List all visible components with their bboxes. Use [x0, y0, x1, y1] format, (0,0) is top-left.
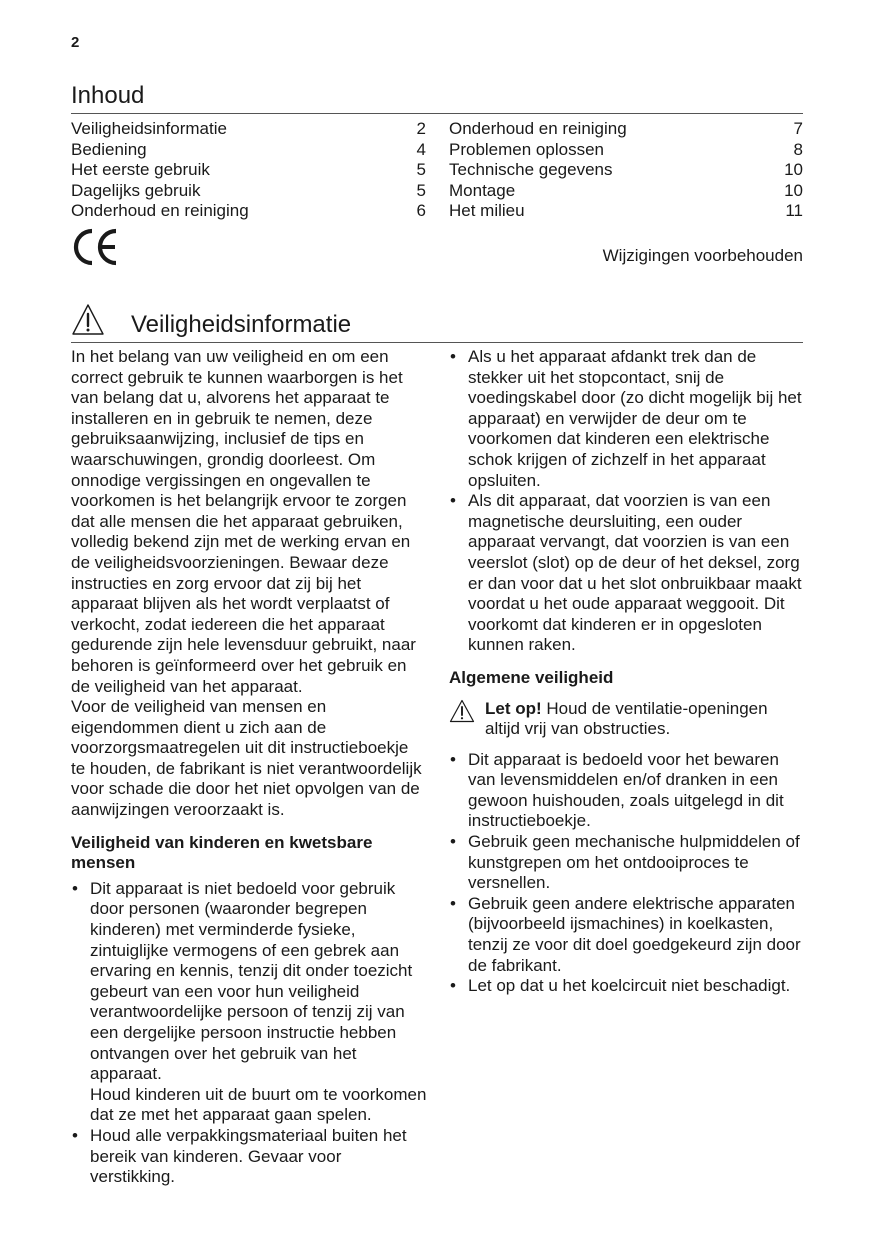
page-number: 2: [71, 34, 80, 51]
warning-triangle-icon: [71, 303, 105, 337]
caution-note: [449, 699, 804, 740]
toc-entry[interactable]: Technische gegevens 10: [449, 160, 803, 179]
toc-entry[interactable]: Onderhoud en reiniging 6: [71, 201, 426, 220]
list-item: • Dit apparaat is niet bedoeld voor gebruik door personen (waaronder begrepen kinderen) met verminderde fysieke, zintuiglijke vermogens of een gebrek aan ervaring en kennis, tenzij dit onder toezicht gebeurt van een voor hun veiligheid verantwoordelijke persoon of tenzij zij van een dergelijke persoon instructie hebben ontvangen over het gebruik van het apparaat. Houd kinderen uit de buurt om te voorkomen dat ze met het apparaat gaan spelen.: [72, 878, 427, 1125]
toc-title: Inhoud: [71, 82, 145, 109]
changes-note: Wijzigingen voorbehouden: [602, 246, 803, 265]
caution-label: Let op!: [485, 698, 542, 718]
list-item: • Houd alle verpakkingsmateriaal buiten het bereik van kinderen. Gevaar voor verstikking.: [72, 1125, 407, 1187]
bullet-glyph: •: [450, 832, 456, 852]
ce-mark-icon: [71, 227, 121, 267]
intro-paragraph-2: Voor de veiligheid van mensen en eigendommen dient u zich aan de voorzorgsmaatregelen uit dit instructieboekje te houden, de fabrikant is niet verantwoordelijk voor schade die door het niet opvolgen van de aanwijzingen veroorzaakt is.: [71, 697, 422, 820]
list-item: • Let op dat u het koelcircuit niet beschadigt.: [450, 976, 791, 996]
bullet-glyph: •: [72, 878, 78, 898]
bullet-glyph: •: [450, 976, 456, 996]
children-safety-list: [71, 879, 427, 1188]
list-item: • Dit apparaat is bedoeld voor het bewaren van levensmiddelen en/of dranken in een gewoon huishouden, zoals uitgelegd in dit instructieboekje.: [450, 749, 784, 831]
right-text-column: [449, 347, 804, 997]
section-divider: [71, 342, 803, 343]
bullet-glyph: •: [450, 893, 456, 913]
list-item: • Gebruik geen mechanische hulpmiddelen of kunstgrepen om het ontdooiproces te versnellen.: [450, 832, 800, 893]
general-safety-list: [449, 750, 804, 997]
list-item: • Gebruik geen andere elektrische apparaten (bijvoorbeeld ijsmachines) in koelkasten, tenzij ze voor dit doel goedgekeurd zijn door de fabrikant.: [450, 893, 801, 975]
children-safety-heading: Veiligheid van kinderen en kwetsbare mensen: [71, 832, 373, 873]
intro-paragraph: In het belang van uw veiligheid en om een correct gebruik te kunnen waarborgen is het van belang dat u, alvorens het apparaat te installeren en in gebruik te nemen, deze gebruiksaanwijzing, inclusief de tips en waarschuwingen, grondig doorleest. Om onnodige vergissingen en ongevallen te voorkomen is het belangrijk ervoor te zorgen dat alle mensen die het apparaat gebruiken, volledig bekend zijn met de werking ervan en de veiligheidsvoorzieningen. Bewaar deze instructies en zorg ervoor dat zij bij het apparaat blijven als het wordt verplaatst of verkocht, zodat iedereen die het apparaat gedurende zijn hele levensduur gebruikt, naar behoren is geïnformeerd over het gebruik en de veiligheid van het apparaat.: [71, 347, 416, 696]
left-text-column: [71, 347, 427, 1188]
general-safety-heading: Algemene veiligheid: [449, 667, 614, 687]
children-safety-list-continued: [449, 347, 804, 656]
caution-triangle-icon: [449, 699, 475, 723]
toc-entry[interactable]: Bediening 4: [71, 139, 426, 159]
toc-entry[interactable]: Montage 10: [449, 180, 803, 200]
toc-entry[interactable]: Dagelijks gebruik 5: [71, 180, 426, 200]
toc-entry[interactable]: Veiligheidsinformatie 2: [71, 119, 426, 138]
caution-text: Houd de ventilatie-openingen altijd vrij van obstructies.: [485, 698, 768, 739]
list-item: • Als dit apparaat, dat voorzien is van een magnetische deursluiting, een ouder apparaat vervangt, dat voorzien is van een veerslot (slot) op de deur of het deksel, zorg er dan voor dat u het slot onbruikbaar maakt voordat u het oude apparaat weggooit. Dit voorkomt dat kinderen er in opgesloten kunnen raken.: [450, 491, 802, 655]
caution-text-block: [485, 699, 804, 740]
bullet-glyph: •: [450, 749, 456, 769]
list-item: • Als u het apparaat afdankt trek dan de stekker uit het stopcontact, snij de voedingskabel door (zo dicht mogelijk bij het apparaat) en verwijder de deur om te voorkomen dat kinderen een elektrische schok krijgen of zichzelf in het apparaat opsluiten.: [450, 347, 802, 490]
toc-entry[interactable]: Het eerste gebruik 5: [71, 160, 426, 179]
section-title: Veiligheidsinformatie: [131, 311, 352, 338]
toc-right-column: [449, 119, 803, 222]
toc-divider: [71, 113, 803, 114]
bullet-glyph: •: [72, 1125, 78, 1145]
toc-entry[interactable]: Onderhoud en reiniging 7: [449, 119, 803, 138]
toc-left-column: [71, 119, 426, 222]
bullet-glyph: •: [450, 491, 456, 511]
toc-entry[interactable]: Het milieu 11: [449, 201, 803, 220]
toc-entry[interactable]: Problemen oplossen 8: [449, 139, 803, 159]
bullet-glyph: •: [450, 347, 456, 366]
